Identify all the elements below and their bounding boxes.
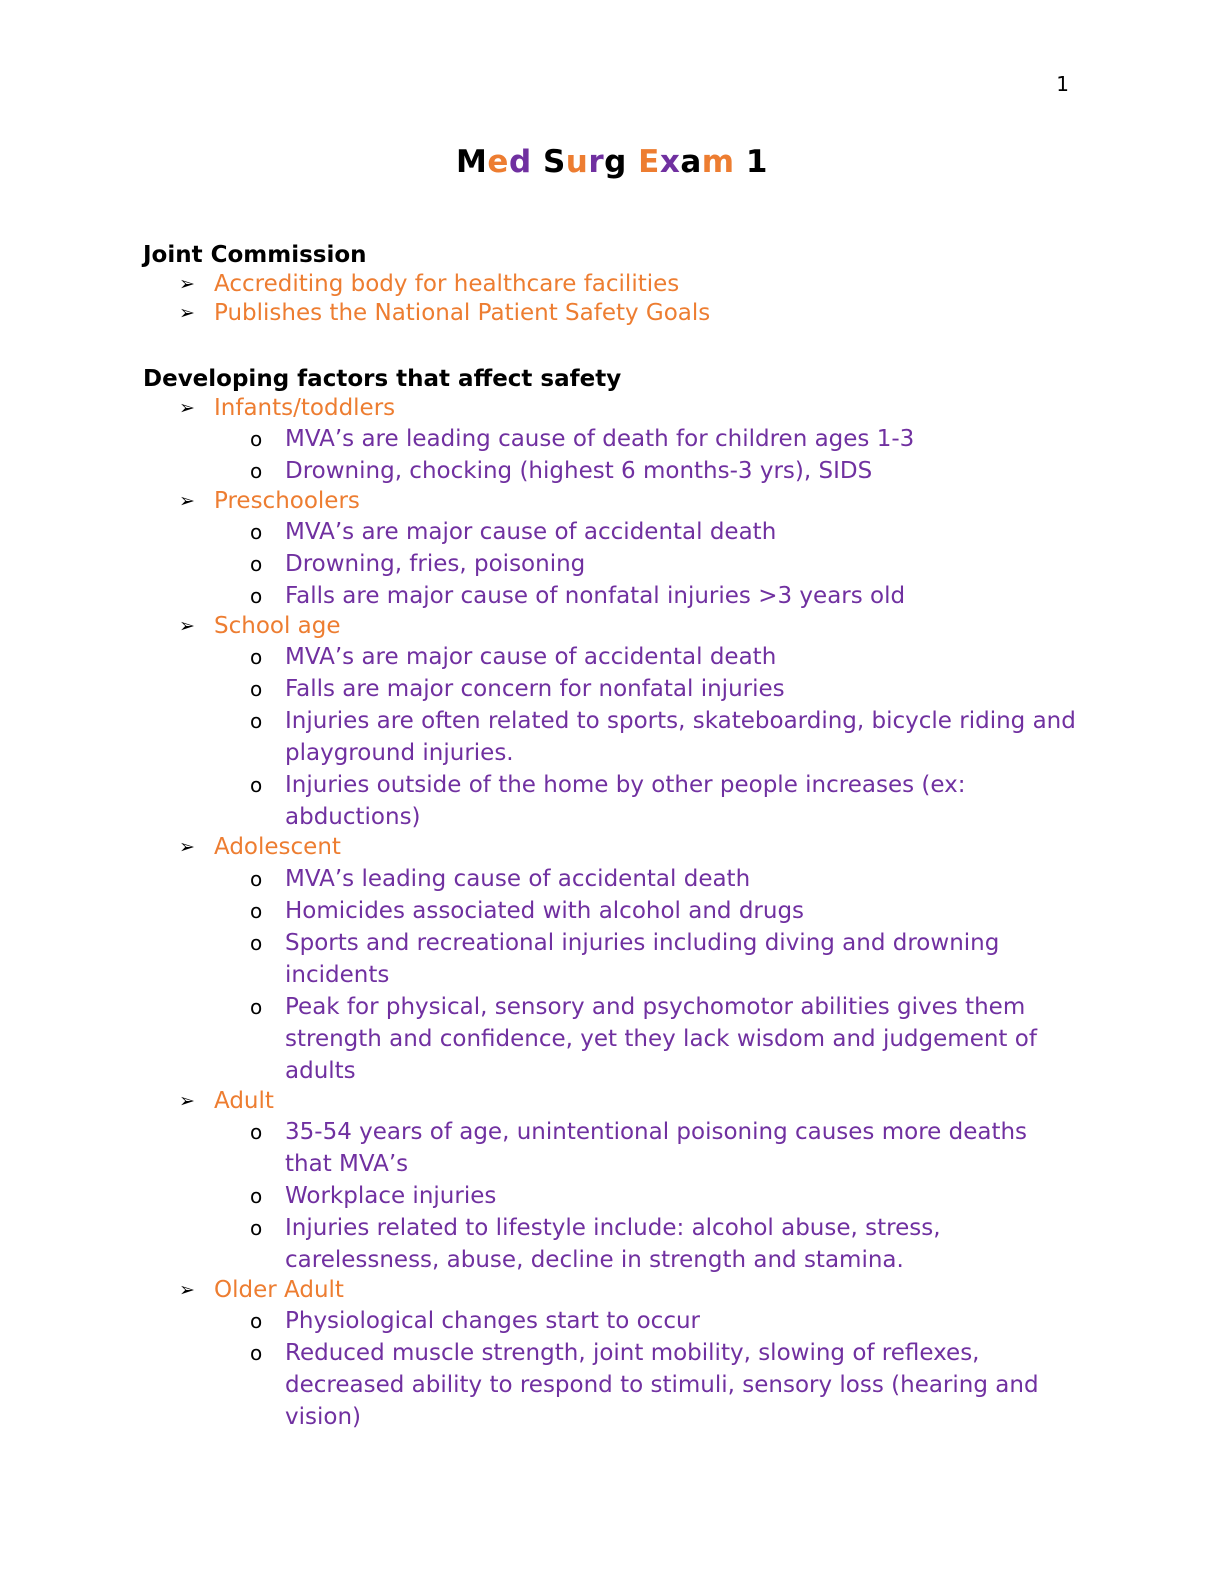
sub-list-item: [143, 548, 1078, 580]
section-heading: Developing factors that affect safety: [143, 365, 622, 392]
sub-list-item: [143, 516, 1078, 548]
list-item: [143, 270, 1078, 299]
sub-list-item: [143, 991, 1078, 1087]
list-item: [143, 299, 1078, 328]
circle-bullet-icon: o: [250, 994, 263, 1019]
list-item-text: Infants/toddlers: [214, 394, 396, 421]
sub-bullet-list: [214, 641, 1078, 833]
sub-list-item: [143, 1212, 1078, 1276]
sub-list-item: [143, 641, 1078, 673]
list-item-text: Publishes the National Patient Safety Goals: [214, 300, 711, 327]
section-heading: Joint Commission: [143, 242, 367, 268]
sub-list-item: [143, 1116, 1078, 1180]
title-letter: S: [542, 144, 566, 180]
title-letter: 1: [745, 144, 768, 180]
page-number: 1: [1056, 72, 1069, 96]
circle-bullet-icon: o: [250, 930, 263, 955]
sub-list-item: [143, 927, 1078, 991]
list-item: [143, 1087, 1078, 1276]
title-letter: d: [508, 144, 532, 180]
circle-bullet-icon: o: [250, 645, 263, 670]
arrow-bullet-icon: ➢: [179, 1279, 195, 1302]
circle-bullet-icon: o: [250, 458, 263, 483]
circle-bullet-icon: o: [250, 709, 263, 734]
arrow-bullet-icon: ➢: [179, 396, 195, 419]
sub-list-item-text: MVA’s are leading cause of death for children ages 1-3: [285, 425, 915, 452]
sub-list-item: [143, 1337, 1078, 1433]
sub-list-item: [143, 673, 1078, 705]
bullet-list: [143, 270, 1078, 329]
circle-bullet-icon: o: [250, 866, 263, 891]
arrow-bullet-icon: ➢: [179, 836, 195, 859]
sub-list-item: [143, 1180, 1078, 1212]
circle-bullet-icon: o: [250, 677, 263, 702]
arrow-bullet-icon: ➢: [179, 273, 195, 295]
list-item: [143, 612, 1078, 833]
circle-bullet-icon: o: [250, 426, 263, 451]
list-item: [143, 833, 1078, 1086]
title-letter: x: [659, 144, 681, 180]
circle-bullet-icon: o: [250, 552, 263, 577]
circle-bullet-icon: o: [250, 898, 263, 923]
sub-list-item-text: Peak for physical, sensory and psychomotor abilities gives them strength and confidence, yet they lack wisdom and judgement of adults: [285, 993, 1037, 1084]
page-title: [0, 142, 1224, 182]
sub-list-item-text: MVA’s are major cause of accidental death: [285, 644, 777, 671]
list-item-text: Adult: [214, 1087, 274, 1114]
title-letter: r: [588, 144, 605, 180]
title-letter: [627, 144, 638, 180]
arrow-bullet-icon: ➢: [179, 489, 195, 512]
sub-list-item-text: Injuries related to lifestyle include: alcohol abuse, stress, carelessness, abuse, decline in strength and stamina.: [285, 1215, 941, 1274]
list-item-text: Accrediting body for healthcare facilities: [214, 271, 680, 297]
arrow-bullet-icon: ➢: [179, 302, 195, 325]
sub-list-item-text: Sports and recreational injuries including diving and drowning incidents: [285, 929, 1000, 988]
title-letter: a: [680, 144, 702, 180]
sub-list-item: [143, 423, 1078, 455]
sub-list-item-text: Injuries are often related to sports, skateboarding, bicycle riding and playground injuries.: [285, 708, 1076, 767]
section: [143, 240, 1078, 329]
sub-list-item: [143, 895, 1078, 927]
circle-bullet-icon: o: [250, 773, 263, 798]
sub-list-item-text: Drowning, chocking (highest 6 months-3 yrs), SIDS: [285, 457, 873, 484]
title-letter: m: [701, 144, 735, 180]
circle-bullet-icon: o: [250, 1309, 263, 1334]
sub-list-item-text: MVA’s leading cause of accidental death: [285, 865, 751, 892]
sub-list-item: [143, 580, 1078, 612]
sub-list-item-text: MVA’s are major cause of accidental death: [285, 519, 777, 546]
list-item-text: Older Adult: [214, 1277, 344, 1304]
list-item: [143, 394, 1078, 487]
sub-list-item-text: Reduced muscle strength, joint mobility, slowing of reflexes, decreased ability to respond to stimuli, sensory loss (hearing and vision): [285, 1340, 1039, 1431]
list-item-text: School age: [214, 613, 341, 640]
sub-bullet-list: [214, 1116, 1078, 1276]
sub-bullet-list: [214, 863, 1078, 1087]
sub-list-item: [143, 863, 1078, 895]
sub-list-item-text: Falls are major concern for nonfatal injuries: [285, 676, 785, 703]
list-item-text: Preschoolers: [214, 487, 360, 514]
sub-list-item-text: 35-54 years of age, unintentional poisoning causes more deaths that MVA’s: [285, 1119, 1028, 1178]
circle-bullet-icon: o: [250, 1216, 263, 1241]
sub-list-item-text: Drowning, fries, poisoning: [285, 551, 586, 578]
list-item: [143, 487, 1078, 612]
title-letter: M: [456, 144, 488, 180]
sub-list-item-text: Workplace injuries: [285, 1183, 497, 1210]
title-letter: E: [638, 144, 660, 180]
list-item-text: Adolescent: [214, 834, 341, 861]
title-letter: g: [604, 144, 627, 180]
circle-bullet-icon: o: [250, 520, 263, 545]
sub-list-item-text: Injuries outside of the home by other people increases (ex: abductions): [285, 772, 966, 831]
title-letter: u: [565, 144, 589, 180]
title-letter: e: [487, 144, 509, 180]
document-body: [143, 240, 1078, 1468]
sub-list-item: [143, 455, 1078, 487]
sub-list-item: [143, 769, 1078, 833]
section: [143, 364, 1078, 1434]
arrow-bullet-icon: ➢: [179, 1089, 195, 1112]
sub-list-item-text: Physiological changes start to occur: [285, 1308, 701, 1335]
sub-list-item: [143, 705, 1078, 769]
title-letter: [532, 144, 543, 180]
sub-bullet-list: [214, 423, 1078, 487]
bullet-list: [143, 394, 1078, 1434]
title-letter: [735, 144, 746, 180]
circle-bullet-icon: o: [250, 1341, 263, 1366]
sub-bullet-list: [214, 516, 1078, 612]
sub-bullet-list: [214, 1305, 1078, 1433]
circle-bullet-icon: o: [250, 1184, 263, 1209]
sub-list-item-text: Falls are major cause of nonfatal injuries >3 years old: [285, 583, 906, 610]
circle-bullet-icon: o: [250, 1120, 263, 1145]
sub-list-item: [143, 1305, 1078, 1337]
list-item: [143, 1276, 1078, 1433]
arrow-bullet-icon: ➢: [179, 615, 195, 638]
sub-list-item-text: Homicides associated with alcohol and drugs: [285, 897, 805, 924]
circle-bullet-icon: o: [250, 584, 263, 609]
